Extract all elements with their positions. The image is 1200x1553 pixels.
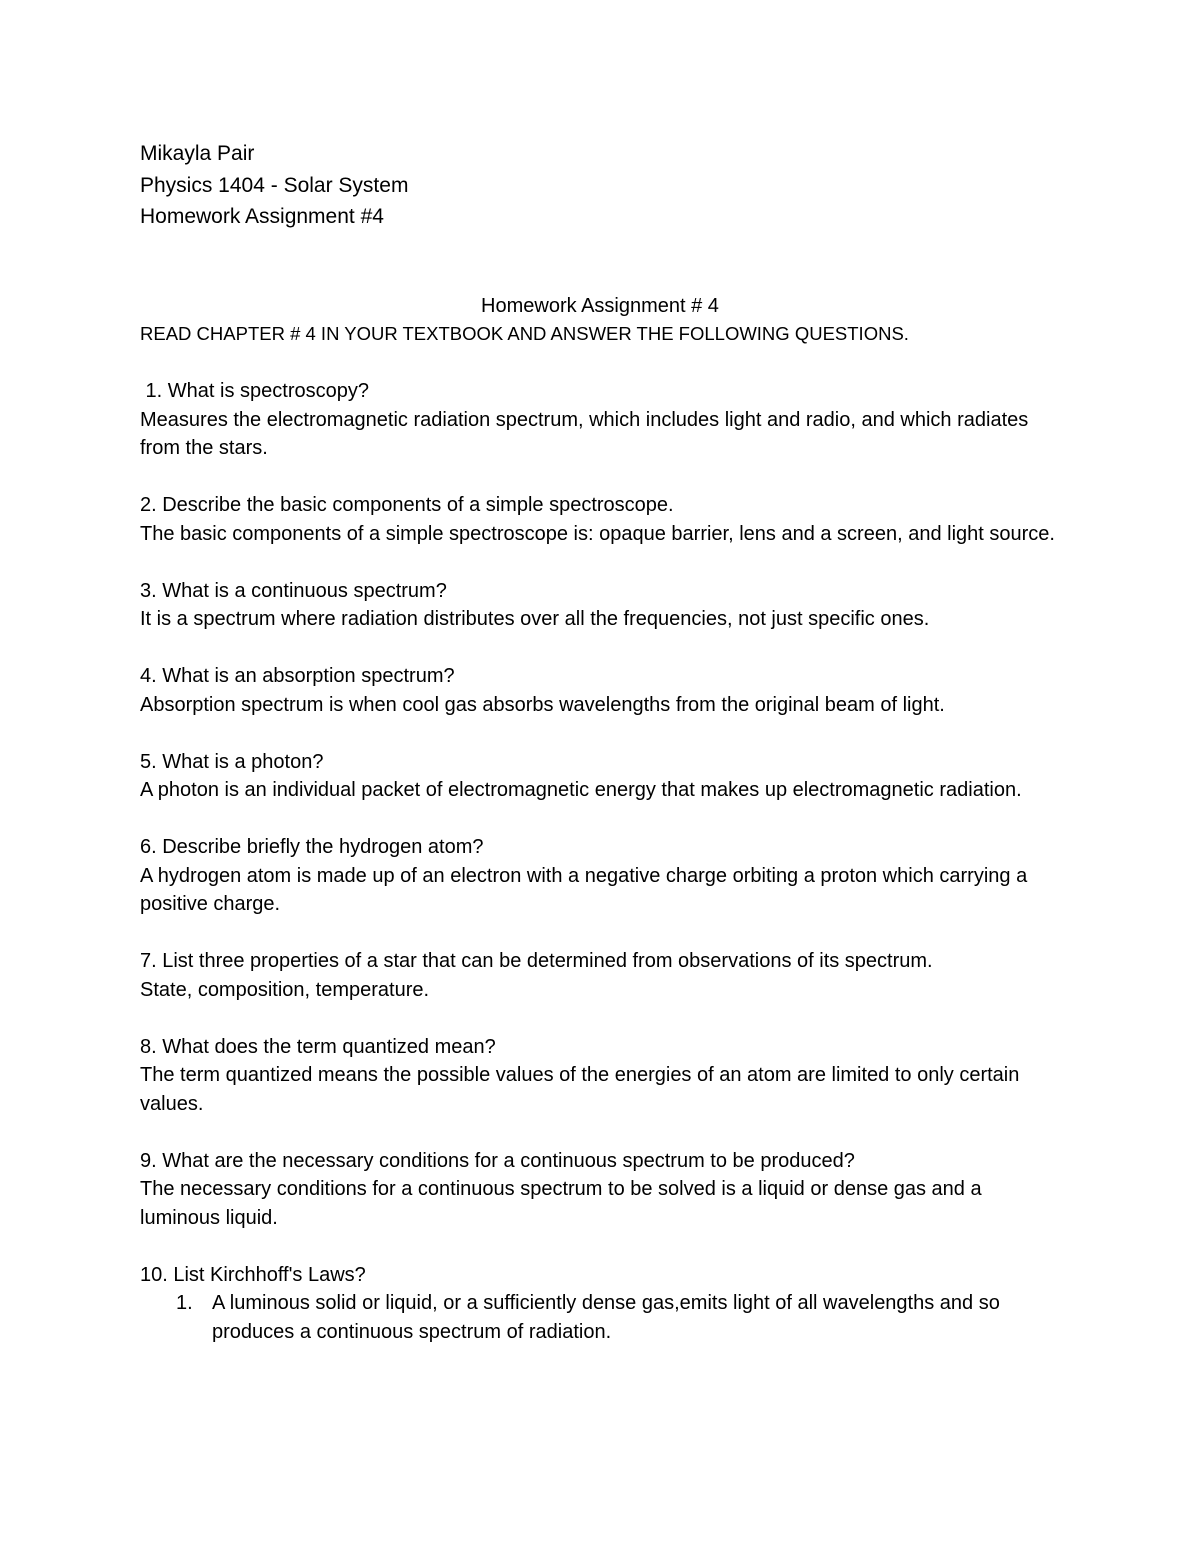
question-9: 9. What are the necessary conditions for a continuous spectrum to be produced? [140,1149,855,1172]
question-7: 7. List three properties of a star that can be determined from observations of its spectrum. [140,950,933,972]
question-block-10 [140,1261,1060,1347]
student-name: Mikayla Pair [140,142,255,165]
answer-2: The basic components of a simple spectroscope is: opaque barrier, lens and a screen, and light source. [140,522,1055,545]
answer-4: Absorption spectrum is when cool gas absorbs wavelengths from the original beam of light. [140,693,945,716]
answer-1: Measures the electromagnetic radiation spectrum, which includes light and radio, and which radiates from the stars. [140,408,1029,459]
answer-8: The term quantized means the possible values of the energies of an atom are limited to only certain values. [140,1064,1020,1115]
answer-9: The necessary conditions for a continuous spectrum to be solved is a liquid or dense gas and a luminous liquid. [140,1178,982,1229]
question-block-2 [140,491,1060,548]
question-3: 3. What is a continuous spectrum? [140,579,447,602]
kirchhoff-laws-list [140,1289,1060,1346]
answer-3: It is a spectrum where radiation distributes over all the frequencies, not just specific ones. [140,608,930,630]
question-10: 10. List Kirchhoff's Laws? [140,1263,366,1286]
answer-7: State, composition, temperature. [140,978,430,1001]
question-block-4 [140,662,1060,719]
question-block-1 [140,377,1060,463]
question-1: 1. What is spectroscopy? [140,380,369,402]
list-item [140,1289,1060,1346]
list-item-marker: 1. [176,1292,193,1314]
question-4: 4. What is an absorption spectrum? [140,665,455,687]
question-block-8 [140,1033,1060,1119]
document-title: Homework Assignment # 4 [481,294,719,317]
question-block-5 [140,748,1060,805]
answer-6: A hydrogen atom is made up of an electron with a negative charge orbiting a proton which carrying a positive charge. [140,864,1028,915]
question-block-7 [140,947,1060,1004]
question-8: 8. What does the term quantized mean? [140,1035,496,1058]
student-header [140,138,1060,233]
question-block-6 [140,833,1060,919]
instructions: READ CHAPTER # 4 IN YOUR TEXTBOOK AND ANSWER THE FOLLOWING QUESTIONS. [140,323,909,344]
list-item-text: A luminous solid or liquid, or a sufficiently dense gas,emits light of all wavelengths and so produces a continuous spectrum of radiation. [212,1292,1000,1343]
document-page [140,138,1060,1375]
question-block-3 [140,577,1060,634]
assignment-name: Homework Assignment #4 [140,205,384,228]
answer-5: A photon is an individual packet of electromagnetic energy that makes up electromagnetic radiation. [140,779,1022,801]
question-block-9 [140,1147,1060,1233]
question-6: 6. Describe briefly the hydrogen atom? [140,836,484,858]
question-2: 2. Describe the basic components of a simple spectroscope. [140,494,674,516]
question-5: 5. What is a photon? [140,750,324,773]
course-name: Physics 1404 - Solar System [140,173,409,197]
